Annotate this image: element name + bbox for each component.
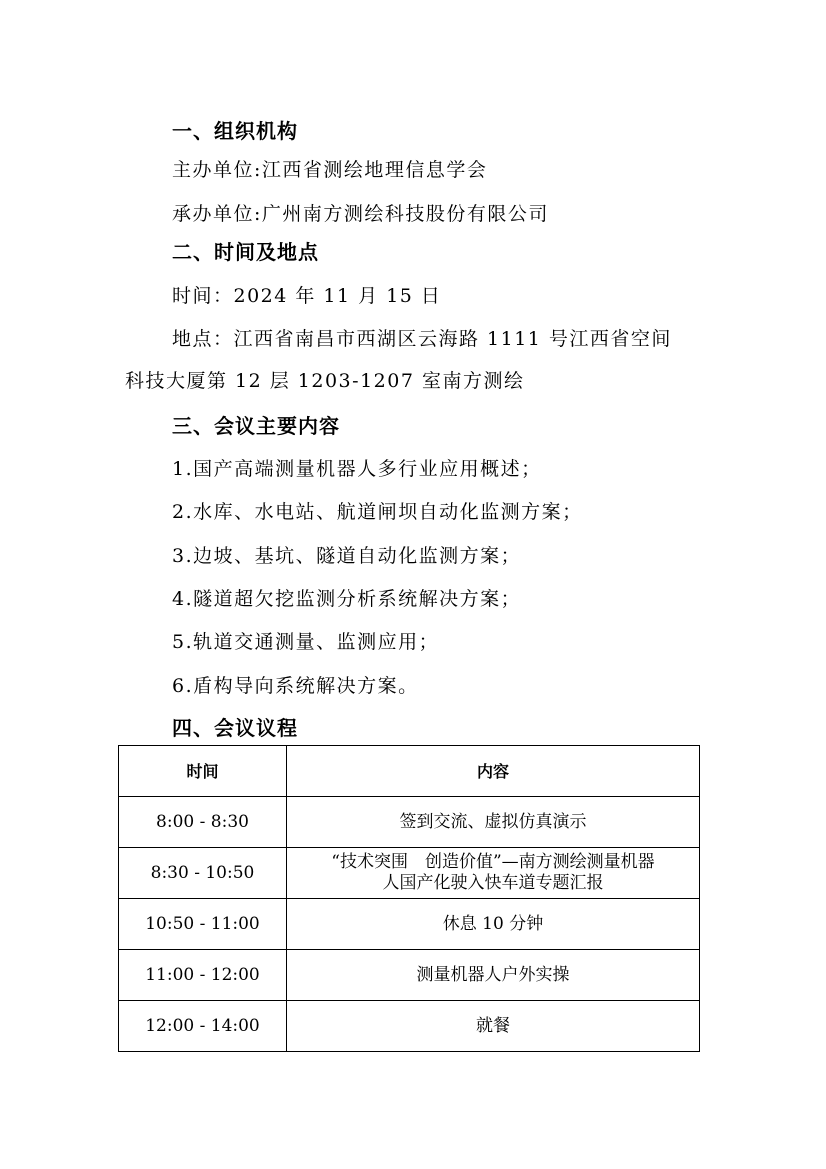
content-item-5: 5.轨道交通测量、监测应用； bbox=[172, 631, 440, 653]
content-item-3: 3.边坡、基坑、隧道自动化监测方案； bbox=[172, 545, 522, 567]
header-content: 内容 bbox=[287, 746, 700, 797]
row-time: 11:00 - 12:00 bbox=[119, 950, 287, 1001]
row-time: 8:30 - 10:50 bbox=[119, 848, 287, 899]
table-row bbox=[119, 848, 700, 899]
table-row bbox=[119, 797, 700, 848]
table-row bbox=[119, 899, 700, 950]
meeting-place-line2: 科技大厦第 12 层 1203-1207 室南方测绘 bbox=[125, 370, 525, 392]
row-content: 测量机器人户外实操 bbox=[287, 950, 700, 1001]
row-content-line2: 人国产化驶入快车道专题汇报 bbox=[382, 873, 604, 893]
row-content: 休息 10 分钟 bbox=[287, 899, 700, 950]
table-row bbox=[119, 1001, 700, 1052]
content-item-1: 1.国产高端测量机器人多行业应用概述； bbox=[172, 458, 542, 480]
row-time: 8:00 - 8:30 bbox=[119, 797, 287, 848]
header-time: 时间 bbox=[119, 746, 287, 797]
content-item-4: 4.隧道超欠挖监测分析系统解决方案； bbox=[172, 588, 522, 610]
row-content bbox=[287, 848, 700, 899]
row-time: 10:50 - 11:00 bbox=[119, 899, 287, 950]
section-heading-organization: 一、组织机构 bbox=[172, 119, 298, 143]
content-item-6: 6.盾构导向系统解决方案。 bbox=[172, 675, 419, 697]
meeting-time: 时间：2024 年 11 月 15 日 bbox=[172, 285, 442, 307]
section-heading-time-place: 二、时间及地点 bbox=[172, 240, 319, 264]
row-content: 就餐 bbox=[287, 1001, 700, 1052]
table-row bbox=[119, 950, 700, 1001]
row-content: 签到交流、虚拟仿真演示 bbox=[287, 797, 700, 848]
content-item-2: 2.水库、水电站、航道闸坝自动化监测方案； bbox=[172, 501, 583, 523]
section-heading-content: 三、会议主要内容 bbox=[172, 414, 340, 438]
organizer-unit: 承办单位:广州南方测绘科技股份有限公司 bbox=[172, 203, 549, 225]
host-unit: 主办单位:江西省测绘地理信息学会 bbox=[172, 159, 488, 181]
row-content-line1: “技术突围 创造价值”—南方测绘测量机器 bbox=[331, 852, 655, 872]
agenda-table bbox=[118, 745, 700, 1052]
section-heading-agenda: 四、会议议程 bbox=[172, 716, 298, 740]
agenda-header-row bbox=[119, 746, 700, 797]
row-time: 12:00 - 14:00 bbox=[119, 1001, 287, 1052]
meeting-place-line1: 地点：江西省南昌市西湖区云海路 1111 号江西省空间 bbox=[172, 328, 672, 350]
